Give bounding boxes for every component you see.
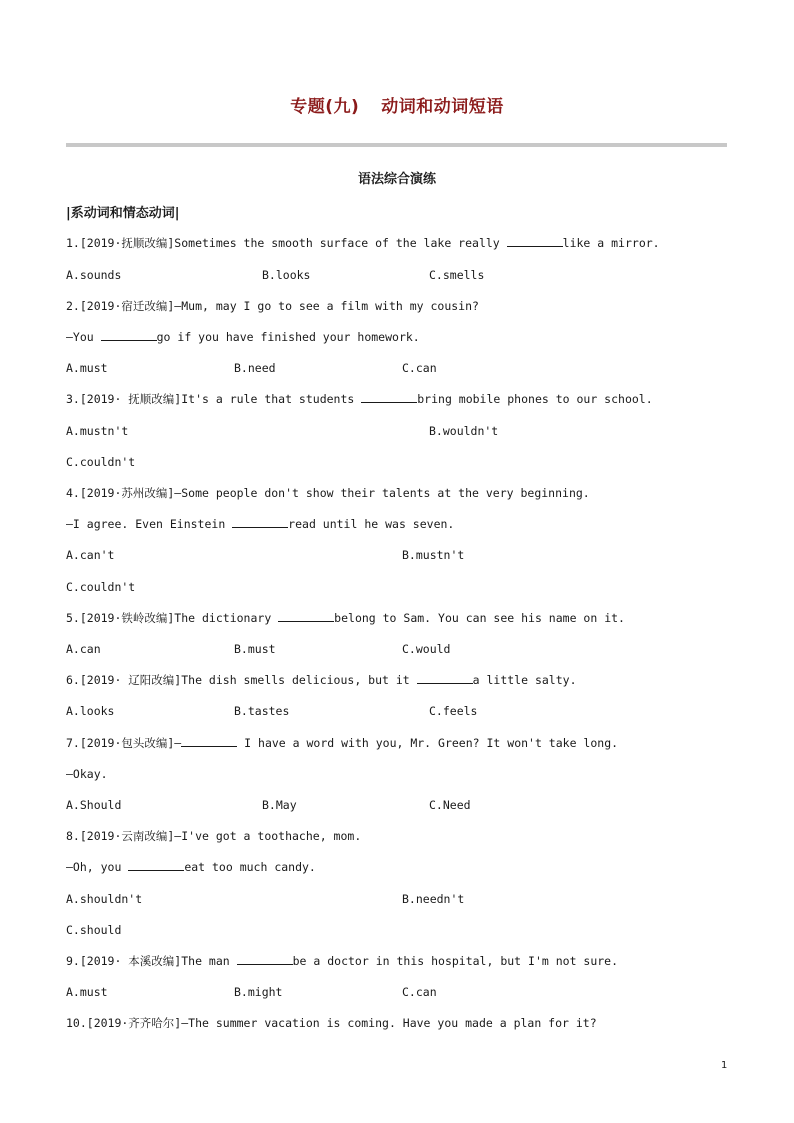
question-7-stem [66,735,618,751]
q8-option-b: B.needn't [402,892,465,906]
q3-text-before: 3.[2019· 抚顺改编]It's a rule that students [66,392,362,406]
question-8-stem: 8.[2019·云南改编]—I've got a toothache, mom. [66,829,362,843]
question-1-stem [66,235,660,251]
q2-option-a: A.must [66,361,108,375]
q6-option-c: C.feels [429,704,478,718]
q3-option-c: C.couldn't [66,455,136,469]
answer-blank [128,859,184,871]
answer-blank [507,235,563,247]
q4-option-c: C.couldn't [66,580,136,594]
q9-option-b: B.might [234,985,283,999]
q5-text-before: 5.[2019·铁岭改编]The dictionary [66,611,279,625]
page-number: 1 [721,1060,728,1071]
question-9-stem [66,953,618,969]
question-8-reply [66,859,316,875]
answer-blank [181,735,237,747]
exercise-subtitle: 语法综合演练 [357,172,436,187]
q2-option-b: B.need [234,361,276,375]
q7-option-b: B.May [262,798,297,812]
q4-text-after: read until he was seven. [288,517,455,531]
q1-option-a: A.sounds [66,268,122,282]
q9-text-after: be a doctor in this hospital, but I'm not sure. [292,954,619,968]
q5-option-b: B.must [234,642,276,656]
title-part-2: 动词和动词短语 [381,97,504,117]
q9-option-c: C.can [402,985,437,999]
q3-option-a: A.mustn't [66,424,129,438]
question-7-reply: —Okay. [66,767,108,781]
q8-text-after: eat too much candy. [184,860,316,874]
q4-option-b: B.mustn't [402,548,465,562]
answer-blank [237,953,293,965]
q4-text-before: —I agree. Even Einstein [66,517,233,531]
q2-option-c: C.can [402,361,437,375]
question-4-stem: 4.[2019·苏州改编]—Some people don't show their talents at the very beginning. [66,486,590,500]
q5-option-a: A.can [66,642,101,656]
q1-text-before: 1.[2019·抚顺改编]Sometimes the smooth surface of the lake really [66,236,507,250]
header-divider [66,143,727,147]
q6-option-b: B.tastes [234,704,290,718]
section-heading: |系动词和情态动词| [66,206,180,221]
q1-text-after: like a mirror. [562,236,660,250]
q3-text-after: bring mobile phones to our school. [417,392,653,406]
answer-blank [278,610,334,622]
q5-text-after: belong to Sam. You can see his name on it. [334,611,625,625]
question-3-stem [66,391,653,407]
question-10-stem: 10.[2019·齐齐哈尔]—The summer vacation is coming. Have you made a plan for it? [66,1016,597,1030]
q9-text-before: 9.[2019· 本溪改编]The man [66,954,237,968]
q1-option-b: B.looks [262,268,311,282]
q6-option-a: A.looks [66,704,115,718]
question-4-reply [66,516,454,532]
answer-blank [417,672,473,684]
q5-option-c: C.would [402,642,451,656]
question-2-reply [66,329,420,345]
q7-text-after: I have a word with you, Mr. Green? It won't take long. [237,736,619,750]
q1-option-c: C.smells [429,268,485,282]
q6-text-after: a little salty. [472,673,577,687]
answer-blank [232,516,288,528]
title-part-1: 专题(九) [290,97,360,117]
q2-text-before: —You [66,330,101,344]
q7-option-a: A.Should [66,798,122,812]
q4-option-a: A.can't [66,548,115,562]
q7-text-before: 7.[2019·包头改编]— [66,736,182,750]
question-2-stem: 2.[2019·宿迁改编]—Mum, may I go to see a film with my cousin? [66,299,479,313]
q8-option-c: C.should [66,923,122,937]
q3-option-b: B.wouldn't [429,424,499,438]
question-6-stem [66,672,577,688]
q6-text-before: 6.[2019· 辽阳改编]The dish smells delicious, but it [66,673,417,687]
q2-text-after: go if you have finished your homework. [156,330,420,344]
question-5-stem [66,610,625,626]
q8-text-before: —Oh, you [66,860,129,874]
q7-option-c: C.Need [429,798,471,812]
q9-option-a: A.must [66,985,108,999]
answer-blank [361,391,417,403]
page-title [0,92,794,117]
answer-blank [101,329,157,341]
q8-option-a: A.shouldn't [66,892,143,906]
